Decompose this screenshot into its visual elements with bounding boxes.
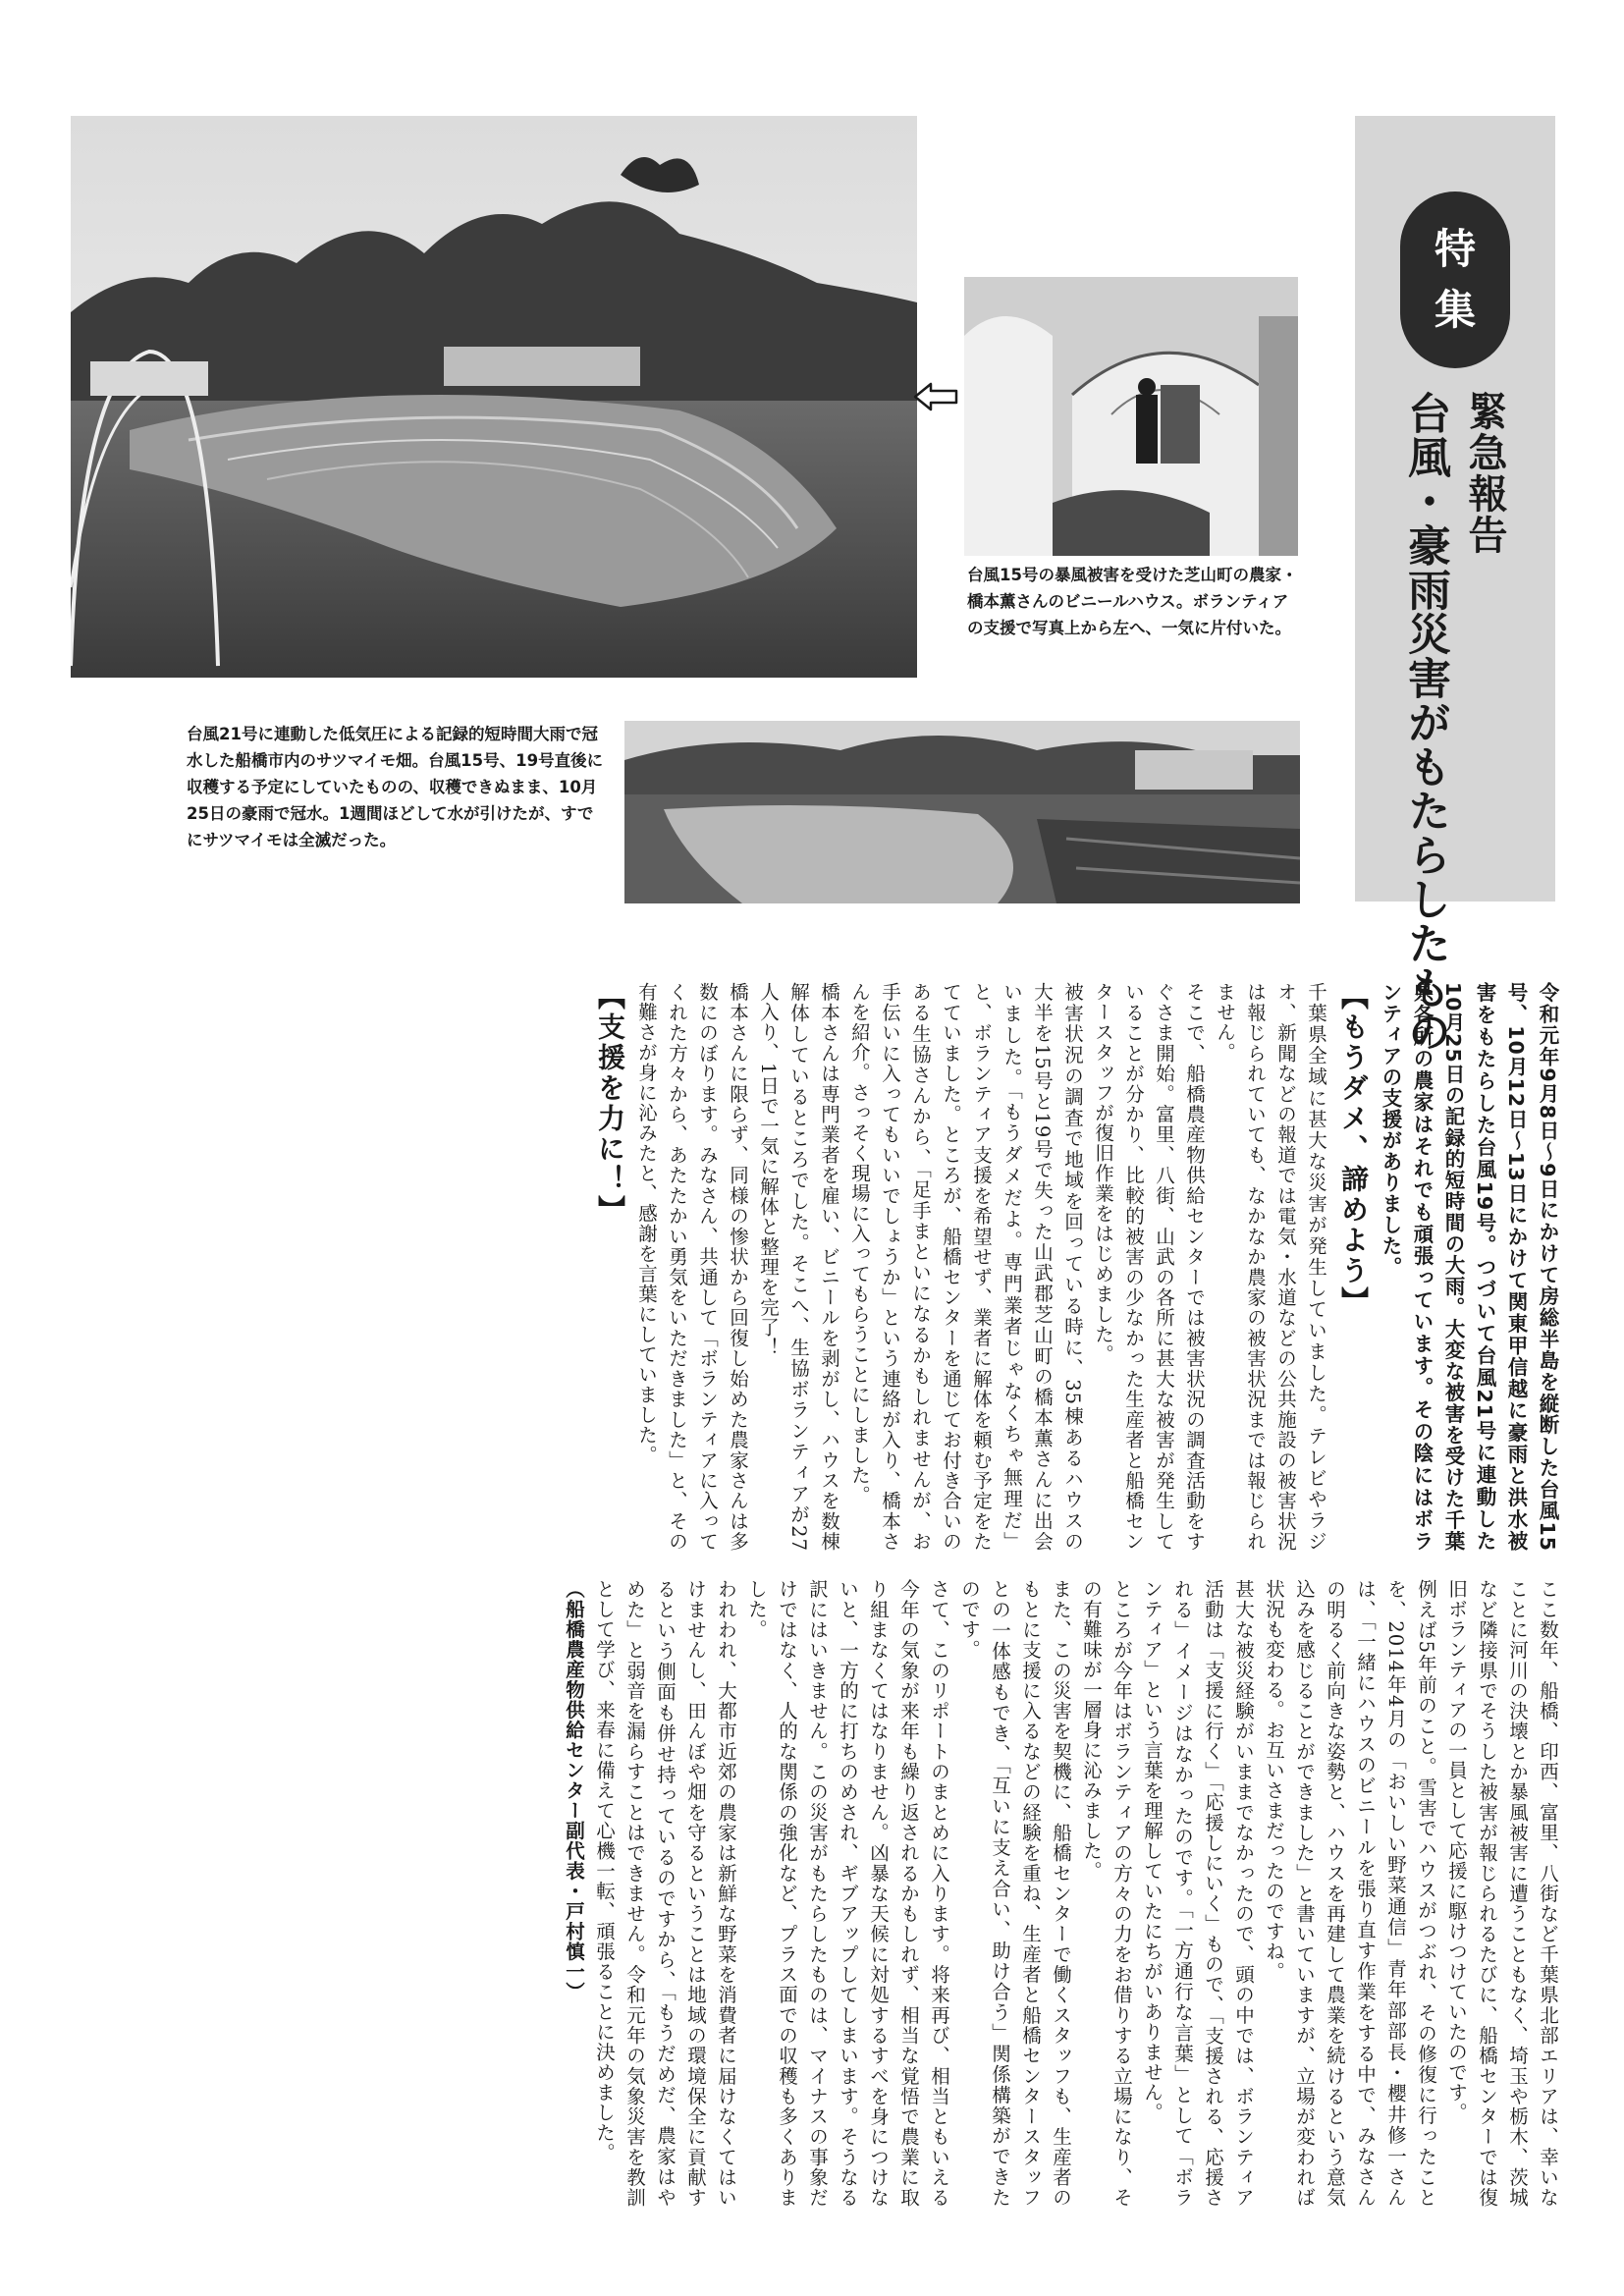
article-tier-1 [167, 982, 1563, 1552]
body-paragraph: 被害状況の調査で地域を回っている時に、35棟あるハウスの大半を15号と19号で失った山武郡芝山町の橋本薫さんに出会いました。「もうダメだよ。専門業者じゃなくちゃ無理だ」と、ボランティア支援を希望せず、業者に解体を頼む予定をたてていました。ところが、船橋センターを通じてお付き合いのある生協さんから、「足手まといになるかもしれませんが、お手伝いに入ってもいいでしょうか」という連絡が入り、橋本さんを紹介。さっそく現場に入ってもらうことにしました。 [848, 982, 1084, 1552]
photo-greenhouse-debris [71, 116, 917, 678]
body-paragraph: さて、このリポートのまとめに入ります。将来再び、相当ともいえる今年の気象が来年も繰り返されるかもしれず、相当な覚悟で農業に取り組まなくてはなりません。凶暴な天候に対処するすべを身につけないと、一方的に打ちのめされ、ギブアップしてしまいます。そうなる訳にはいきません。この災害がもたらしたものは、マイナスの事象だけではなく、人的な関係の強化など、プラス面での収穫も多くありました。 [745, 1579, 950, 2208]
kicker: 緊急報告 [1462, 391, 1507, 556]
body-paragraph: また、この災害を契機に、船橋センターで働くスタッフも、生産者のもとに支援に入るなどの経験を重ね、生産者と船橋センタースタッフとの一体感もでき、「互いに支え合い、助け合う」関係構築ができたのです。 [958, 1579, 1072, 2208]
article-tier-2 [167, 1579, 1563, 2208]
page-title: 台風・豪雨災害がもたらしたもの [1400, 391, 1450, 1054]
photo-greenhouse-worker [964, 277, 1298, 556]
author-credit: （船橋農産物供給センター副代表・戸村慎一） [563, 1579, 585, 2002]
feature-badge-char-1: 特 [1434, 225, 1476, 273]
body-paragraph: そこで、船橋農産物供給センターでは被害状況の調査活動をすぐさま開始。富里、八街、山武の各所に甚大な被害が発生していることが分かり、比較的被害の少なかった生産者と船橋センタースタッフが復旧作業をはじめました。 [1092, 982, 1206, 1552]
photo-flooded-field [624, 721, 1300, 903]
body-paragraph: ここ数年、船橋、印西、富里、八街など千葉県北部エリアは、幸いなことに河川の決壊とか暴風被害に遭うこともなく、埼玉や栃木、茨城など隣接県でそうした被害が報じられるたびに、船橋センターでは復旧ボランティアの一員として応援に駆けつけていたのです。 [1445, 1579, 1559, 2208]
body-paragraph: 橋本さんに限らず、同様の惨状から回復し始めた農家さんは多数にのぼります。みなさん、共通して「ボランティアに入ってくれた方々から、あたたかい勇気をいただきました」と、その有難さが身に沁みたと、感謝を言葉にしていました。 [635, 982, 749, 1552]
caption-greenhouse: 台風15号の暴風被害を受けた芝山町の農家・橋本薫さんのビニールハウス。ボランティアの支援で写真上から左へ、一気に片付いた。 [967, 566, 1298, 637]
lead-paragraph: 令和元年9月8日〜9日にかけて房総半島を縦断した台風15号、10月12日〜13日にかけて関東甲信越に豪雨と洪水被害をもたらした台風19号。つづいて台風21号に連動した10月25日の記録的短時間の大雨。大変な被害を受けた千葉県各所の農家はそれでも頑張っています。その陰にはボランティアの支援がありました。 [1379, 982, 1559, 1552]
body-paragraph: 例えば5年前のこと。雪害でハウスがつぶれ、その修復に行ったことを、2014年4月の「おいしい野菜通信」青年部部長・櫻井修一さんは、「一緒にハウスのビニールを張り直す作業をする中で、みなさんの明るく前向きな姿勢と、ハウスを再建して農業を続けるという意気込みを感じることができました」と書いていますが、立場が変われば状況も変わる。お互いさまだったのですね。 [1263, 1579, 1437, 2208]
body-paragraph: 千葉県全域に甚大な災害が発生していました。テレビやラジオ、新聞などの報道では電気・水道などの公共施設の被害状況は報じられていても、なかなか農家の被害状況までは報じられません。 [1214, 982, 1327, 1552]
section-heading-2: 【支援を力に！】 [594, 982, 626, 1226]
body-paragraph: 甚大な被災経験がいままでなかったので、頭の中では、ボランティア活動は「支援に行く」「応援しにいく」もので、「支援される、応援される」イメージはなかったのです。「一方通行な言葉」として「ボランティア」という言葉を理解していたにちがいありません。 [1141, 1579, 1255, 2208]
feature-badge [1400, 191, 1510, 368]
body-paragraph: われわれ、大都市近郊の農家は新鮮な野菜を消費者に届けなくてはいけませんし、田んぼや畑を守るということは地域の環境保全に貢献するという側面も併せ持っているのですから、「もうだめだ、農家はやめた」と弱音を漏らすことはできません。令和元年の気象災害を教訓として学び、来春に備えて心機一転、頑張ることに決めました。 [593, 1579, 737, 2208]
left-arrow-icon [913, 381, 958, 412]
caption-flood: 台風21号に連動した低気圧による記録的短時間大雨で冠水した船橋市内のサツマイモ畑。台風15号、19号直後に収穫する予定にしていたものの、収穫できぬまま、10月25日の豪雨で冠水。1週間ほどして水が引けたが、すでにサツマイモは全滅だった。 [187, 725, 604, 849]
body-paragraph: ところが今年はボランティアの方々の力をお借りする立場になり、その有難味が一層身に沁みました。 [1080, 1579, 1133, 2208]
body-paragraph: 橋本さんは専門業者を雇い、ビニールを剥がし、ハウスを数棟解体しているところでした。そこへ、生協ボランティアが27人入り、1日で一気に解体と整理を完了！ [757, 982, 840, 1552]
feature-badge-char-2: 集 [1434, 286, 1476, 334]
section-heading-1: 【もうダメ、諦めよう】 [1337, 982, 1370, 1317]
